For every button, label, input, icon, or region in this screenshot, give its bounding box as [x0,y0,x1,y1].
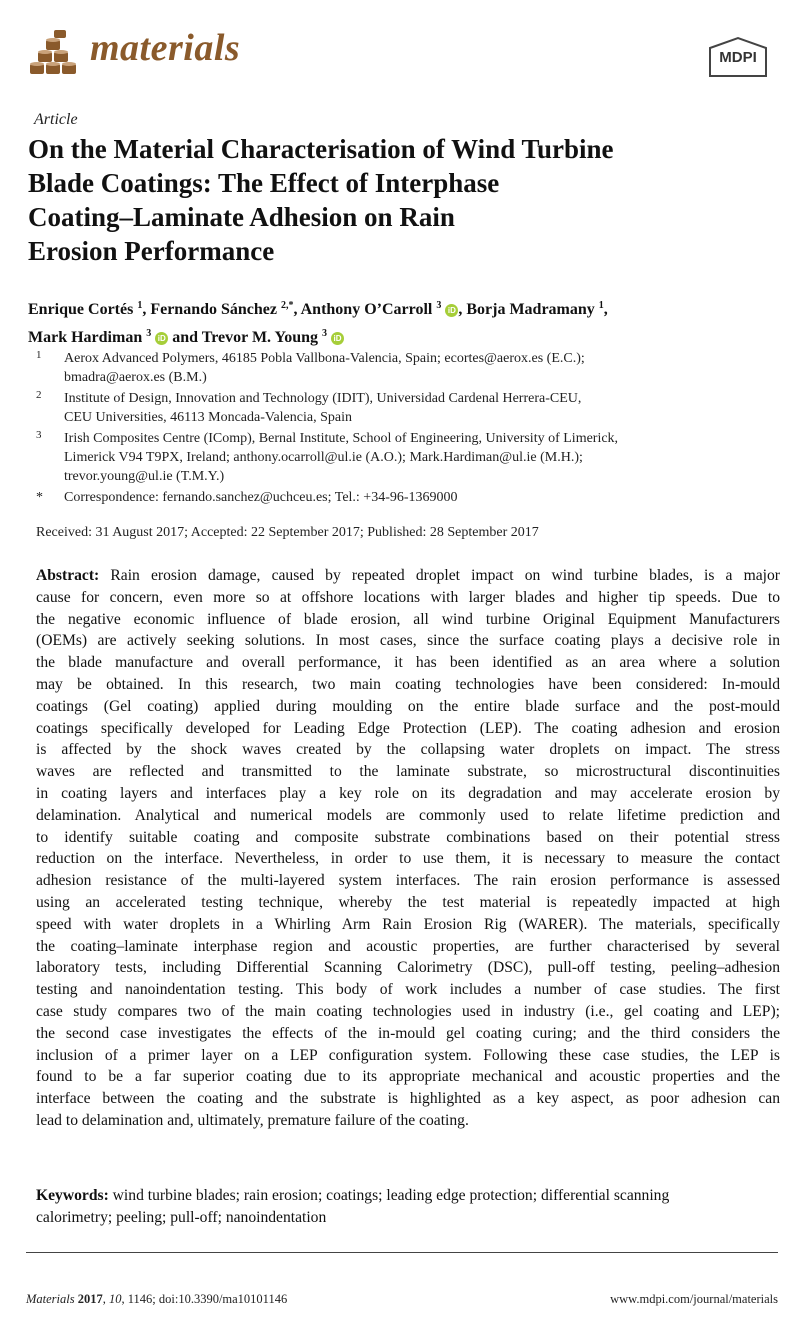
abstract-line: the negative economic influence of blade erosion, all wind turbine Original Equipment Manufacturers [36,610,780,628]
author-affiliation-ref: 3 [322,328,328,339]
footer-journal: Materials [26,1292,75,1306]
abstract-line: the blade manufacture and overall performance, it has been identified as an area where a solution [36,654,780,672]
publication-dates: Received: 31 August 2017; Accepted: 22 September 2017; Published: 28 September 2017 [36,525,539,540]
footer-doi[interactable]: , 1146; doi:10.3390/ma10101146 [121,1292,288,1306]
abstract-line: speed with water droplets in a Whirling Arm Rain Erosion Rig (WARER). The materials, specifically [36,915,780,933]
affiliations [36,349,776,509]
abstract-line: inclusion of a primer layer on a LEP configuration system. Following these case studies, the LEP is [36,1046,780,1064]
article-type: Article [34,111,78,128]
abstract-line: interface between the coating and the substrate is highlighted as a key aspect, as poor adhesion can [36,1090,780,1108]
abstract-line [36,565,780,587]
footer-year: 2017 [77,1292,103,1306]
abstract-line: delamination. Analytical and numerical models are commonly used to relate lifetime prediction and [36,806,780,824]
author-affiliation-ref: 1 [137,300,143,311]
abstract-line: cause for concern, even more so at offshore locations with larger blades and higher tip speeds. Due to [36,588,780,606]
mdpi-badge-text: MDPI [719,49,757,66]
abstract-line: the second case investigates the effects of the in-mould gel coating curing; and the third considers the [36,1024,780,1042]
keywords-text: wind turbine blades; rain erosion; coatings; leading edge protection; differential scanning [112,1187,670,1204]
abstract-line: coatings (Gel coating) applied during moulding on the entire blade surface and the post-mould [36,697,780,715]
affiliation-text: trevor.young@ul.ie (T.M.Y.) [64,469,225,484]
footer-divider [26,1252,778,1253]
affiliation-text: Institute of Design, Innovation and Technology (IDIT), Universidad Cardenal Herrera-CEU, [64,391,582,406]
abstract-line: coatings specifically developed for Leading Edge Protection (LEP). The coating adhesion and erosion [36,719,780,737]
stacked-cylinders-logo-icon [24,24,82,82]
author-name[interactable]: Anthony O’Carroll [300,301,433,318]
affiliation-item [36,349,776,387]
mdpi-logo [706,36,770,80]
abstract-label: Abstract: [36,567,100,584]
author-affiliation-ref: 1 [598,300,604,311]
abstract-line: the coating–laminate interphase region and acoustic properties, are further characterised by several [36,937,780,955]
paper-title [28,132,768,268]
abstract-line: (OEMs) are actively seeking solutions. In most cases, since the surface coating plays a decisive role in [36,632,780,650]
affiliation-number: * [36,490,43,505]
affiliation-number: 1 [36,349,42,361]
keywords [36,1185,780,1229]
keywords-label: Keywords: [36,1187,109,1204]
abstract-line: found to be a far superior coating due to its appropriate mechanical and acoustic properties and the [36,1068,780,1086]
abstract [36,565,780,1132]
affiliation-text: CEU Universities, 46113 Moncada-Valencia, Spain [64,410,352,425]
author-name[interactable]: Fernando Sánchez [150,301,277,318]
abstract-line: in coating layers and interfaces play a key role on its degradation and may accelerate erosion by [36,784,780,802]
correspondence-item [36,488,776,507]
abstract-line: using an accelerated testing technique, whereby the test material is repeatedly impacted at high [36,893,780,911]
abstract-line: is affected by the shock waves created by the collapsing water droplets on impact. The stress [36,741,780,759]
author-list [28,294,778,350]
abstract-line: laboratory tests, including Differential Scanning Calorimetry (DSC), pull-off testing, peeling–adhesion [36,959,780,977]
keywords-line [36,1185,780,1207]
abstract-line: testing and nanoindentation testing. This body of work includes a number of case studies. The first [36,981,780,999]
author-line [28,322,778,350]
affiliation-item [36,389,776,427]
author-connector: and [172,329,199,346]
title-line: Blade Coatings: The Effect of Interphase [28,168,500,198]
footer-journal-url[interactable]: www.mdpi.com/journal/materials [610,1292,778,1306]
journal-name: materials [90,27,241,69]
affiliation-text: Aerox Advanced Polymers, 46185 Pobla Vallbona-Valencia, Spain; ecortes@aerox.es (E.C.); [64,351,585,366]
abstract-line: to identify suitable coating and composite substrate combinations based on their potential stress [36,828,780,846]
author-affiliation-ref: 3 [146,328,152,339]
affiliation-number: 3 [36,429,42,441]
footer-volume: 10 [108,1292,122,1306]
affiliation-number: 2 [36,389,42,401]
orcid-icon[interactable]: iD [155,332,168,345]
author-affiliation-ref: 2,* [281,300,294,311]
author-name[interactable]: Borja Madramany [466,301,595,318]
abstract-text: Rain erosion damage, caused by repeated droplet impact on wind turbine blades, is a major [110,567,780,584]
affiliation-text: bmadra@aerox.es (B.M.) [64,370,207,385]
affiliation-text: Irish Composites Centre (IComp), Bernal Institute, School of Engineering, University of Limerick, [64,431,619,446]
abstract-line: reduction on the interface. Nevertheless, in order to use them, it is necessary to measure the contact [36,850,780,868]
title-line: Erosion Performance [28,236,275,266]
affiliation-item [36,429,776,486]
abstract-line: case study compares two of the main coating technologies used in industry (i.e., gel coating and LEP); [36,1002,780,1020]
abstract-line: may be obtained. In this research, two main coating technologies have been considered: In-mould [36,675,780,693]
affiliation-text: Limerick V94 T9PX, Ireland; anthony.ocarroll@ul.ie (A.O.); Mark.Hardiman@ul.ie (M.H.); [64,450,583,465]
author-name[interactable]: Trevor M. Young [201,329,319,346]
correspondence-text[interactable]: Correspondence: fernando.sanchez@uchceu.es; Tel.: +34-96-1369000 [64,490,458,505]
footer-citation: Materials 2017, 10, 1146; doi:10.3390/ma10101146 [26,1292,288,1306]
abstract-line: waves are reflected and transmitted to the laminate substrate, so microstructural discontinuities [36,763,780,781]
author-name[interactable]: Mark Hardiman [28,329,143,346]
abstract-line: adhesion resistance of the multi-layered system interfaces. The rain erosion performance is assessed [36,872,780,890]
author-line: Enrique Cortés $^1$, Fernando Sánchez $^{2,*}$, Anthony O’Carroll $^3$ iD , Borja Madramany $^1$, [28,300,608,318]
orcid-icon[interactable]: iD [445,304,458,317]
abstract-line: lead to delamination and, ultimately, premature failure of the coating. [36,1111,469,1129]
title-line: On the Material Characterisation of Wind Turbine [28,134,614,164]
author-name[interactable]: Enrique Cortés [28,301,134,318]
title-line: Coating–Laminate Adhesion on Rain [28,202,455,232]
orcid-icon[interactable]: iD [331,332,344,345]
author-affiliation-ref: 3 [436,300,442,311]
keywords-line: calorimetry; peeling; pull-off; nanoindentation [36,1208,327,1226]
